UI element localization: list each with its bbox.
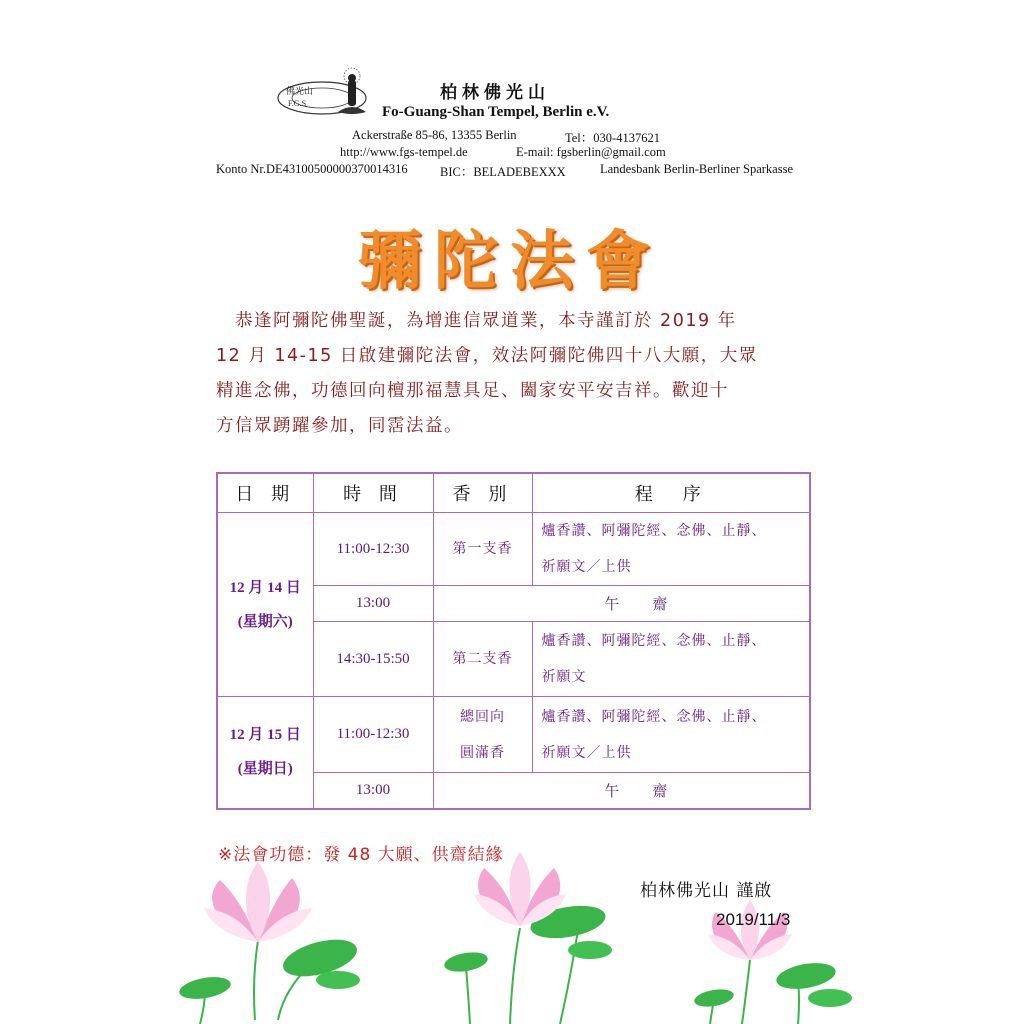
table-row [217, 513, 810, 586]
program-line: 爐香讚、阿彌陀經、念佛、止靜、 [541, 708, 767, 725]
header-time: 時 間 [313, 473, 433, 513]
day1-date: 12 月 14 日 [229, 579, 301, 596]
program-line: 爐香讚、阿彌陀經、念佛、止靜、 [541, 633, 767, 649]
incense-line: 圓滿香 [460, 744, 505, 761]
lunch-cell [433, 773, 810, 809]
schedule-table [216, 472, 811, 810]
lunch-label: 午 齋 [604, 781, 669, 800]
incense-cell: 第二支香 [433, 622, 532, 697]
program-cell [532, 622, 810, 697]
program-line: 祈願文 [541, 669, 587, 685]
table-row [217, 697, 810, 773]
incense-line: 總回向 [460, 708, 505, 725]
program-line: 祈願文／上供 [541, 559, 632, 575]
intro-paragraph [216, 304, 816, 444]
address: Ackerstraße 85-86, 13355 Berlin [352, 128, 517, 142]
telephone: Tel：030-4137621 [565, 131, 660, 145]
time-cell: 14:30-15:50 [313, 622, 433, 697]
page-title: 彌陀法會 [358, 225, 662, 299]
email-address[interactable]: E-mail: fgsberlin@gmail.com [516, 145, 666, 159]
bic-code: BIC：BELADEBEXXX [440, 165, 566, 179]
intro-line: 方信眾踴躍參加，同霑法益。 [216, 416, 463, 436]
lunch-label: 午 齋 [604, 595, 669, 613]
intro-line: 12 月 14-15 日啟建彌陀法會，效法阿彌陀佛四十八大願，大眾 [216, 346, 758, 366]
incense-cell: 第一支香 [433, 513, 532, 586]
day2-date: 12 月 15 日 [229, 727, 301, 744]
time-cell: 13:00 [313, 773, 433, 809]
lotus-flower-illustration [160, 860, 400, 1024]
lotus-flower-illustration [440, 850, 620, 1024]
intro-line: 恭逢阿彌陀佛聖誕，為增進信眾道業，本寺謹訂於 2019 年 [235, 311, 737, 331]
time-cell: 13:00 [313, 586, 433, 622]
program-cell [532, 513, 810, 586]
merit-note: ※法會功德：發 48 大願、供齋結緣 [218, 845, 504, 865]
day2-weekday: (星期日) [237, 761, 293, 778]
temple-name-cn: 柏林佛光山 [440, 83, 550, 103]
day1-date-cell [217, 513, 313, 697]
table-header-row [217, 473, 810, 513]
intro-line: 精進念佛，功德回向檀那福慧具足、闔家安平安吉祥。歡迎十 [216, 381, 729, 401]
header-incense: 香 別 [433, 473, 532, 513]
logo-text-side: F.G.S [288, 99, 307, 108]
day2-date-cell [217, 697, 313, 809]
header-program: 程 序 [532, 473, 810, 513]
bank-name: Landesbank Berlin-Berliner Sparkasse [600, 162, 793, 176]
logo-text-top: 佛光山 [286, 87, 314, 97]
website-link[interactable]: http://www.fgs-tempel.de [340, 145, 468, 159]
program-cell [532, 697, 810, 773]
temple-name-de: Fo-Guang-Shan Tempel, Berlin e.V. [382, 104, 610, 120]
header-date: 日 期 [217, 473, 313, 513]
program-line: 爐香讚、阿彌陀經、念佛、止靜、 [541, 523, 767, 539]
time-cell: 11:00-12:30 [313, 697, 433, 773]
issue-date: 2019/11/3 [716, 910, 791, 929]
fgs-logo [276, 64, 380, 124]
incense-cell [433, 697, 532, 773]
bank-account: Konto Nr.DE43100500000370014316 [216, 162, 408, 176]
time-cell: 11:00-12:30 [313, 513, 433, 586]
signature: 柏林佛光山 謹啟 [640, 881, 773, 901]
lunch-cell [433, 586, 810, 622]
day1-weekday: (星期六) [237, 613, 293, 630]
program-line: 祈願文／上供 [541, 744, 632, 761]
